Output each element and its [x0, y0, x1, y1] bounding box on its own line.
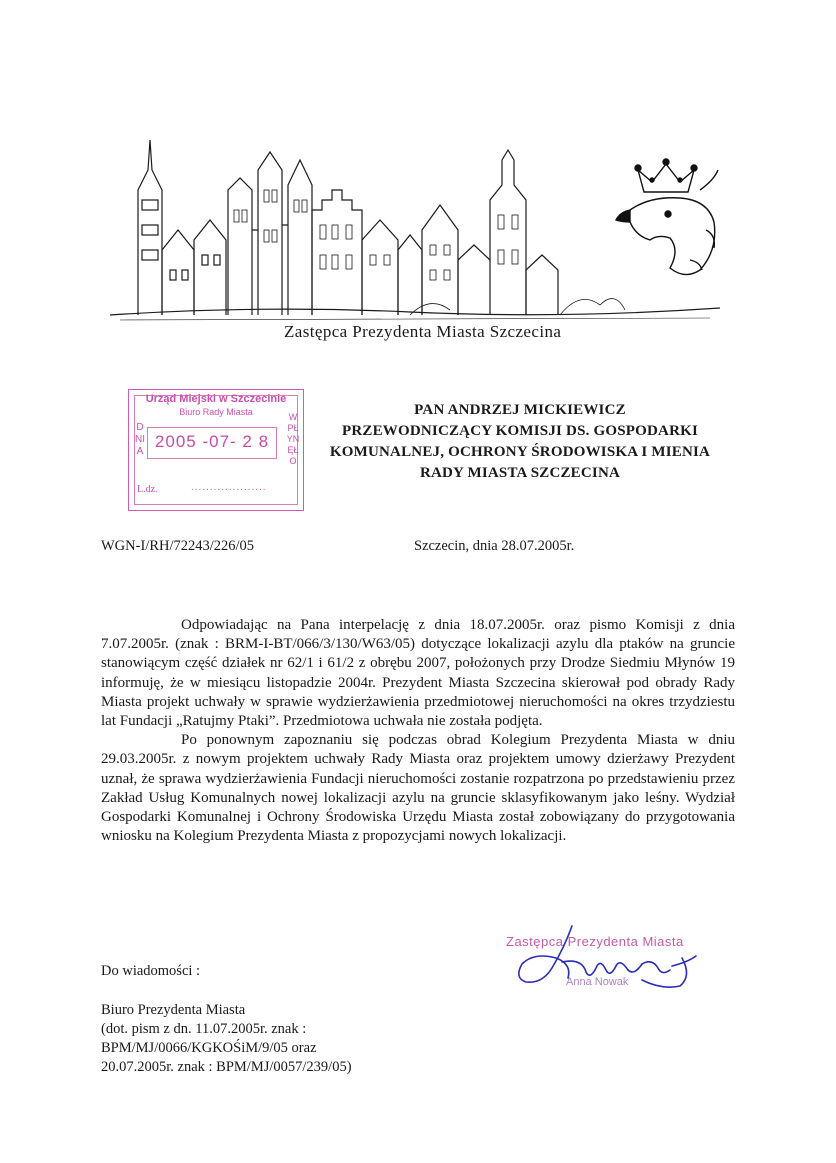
stamp-side-left: DNIA [135, 422, 145, 457]
addressee-block [310, 400, 730, 484]
stamp-side-right: WPŁYNĘŁO [286, 412, 300, 466]
distribution-label: Do wiadomości : [101, 963, 201, 979]
issuer-title: Zastępca Prezydenta Miasta Szczecina [284, 322, 562, 341]
stamp-ref-dots: .................... [191, 482, 267, 493]
stamp-department: Biuro Rady Miasta [179, 407, 253, 417]
recipient-line: 20.07.2005r. znak : BPM/MJ/0057/239/05) [101, 1059, 352, 1075]
distribution-recipients [101, 1001, 352, 1077]
letter-body [101, 616, 735, 846]
registry-stamp [128, 389, 304, 511]
stamp-office: Urząd Miejski w Szczecinie [145, 393, 287, 405]
addressee-line: RADY MIASTA SZCZECINA [419, 465, 621, 481]
stamp-ref-label: L.dz. [137, 484, 158, 495]
handwritten-signature [512, 918, 708, 996]
addressee-line: PAN ANDRZEJ MICKIEWICZ [414, 402, 626, 418]
stamp-received-date: 2005 -07- 2 8 [154, 432, 270, 451]
body-paragraph: Odpowiadając na Pana interpelację z dnia 18.07.2005r. oraz pismo Komisji z dnia 7.07.2005r. (znak : BRM-I-BT/066/3/130/W63/05) dotyczące lokalizacji azylu dla ptaków na gruncie stanowiącym część działek nr 62/1 i 61/2 z obrębu 2007, położonych przy Drodze Siedmiu Młynów 19 informuję, że w miesiącu listopadzie 2004r. Prezydent Miasta Szczecina skierował pod obrady Rady Miasta projekt uchwały w sprawie wydzierżawienia przedmiotowej nieruchomości na okres trzydziestu lat Fundacji „Ratujmy Ptaki”. Przedmiotowa uchwała nie została podjęta. [101, 617, 735, 730]
place-date: Szczecin, dnia 28.07.2005r. [414, 538, 575, 554]
city-skyline-illustration [110, 130, 720, 330]
recipient-line: (dot. pism z dn. 11.07.2005r. znak : [101, 1021, 307, 1037]
stamp-date-box [147, 427, 277, 459]
reference-number: WGN-I/RH/72243/226/05 [101, 538, 255, 554]
recipient-line: BPM/MJ/0066/KGKOŚiM/9/05 oraz [101, 1040, 317, 1056]
body-paragraph: Po ponownym zapoznaniu się podczas obrad Kolegium Prezydenta Miasta w dniu 29.03.2005r. z nowym projektem uchwały Rady Miasta oraz projektem umowy dzierżawy Prezydent uznał, że sprawa wydzierżawienia Fundacji nieruchomości zostanie rozpatrzona po przedstawieniu przez Zakład Usług Komunalnych nowej lokalizacji azylu na gruncie sklasyfikowanym jako leśny. Wydział Gospodarki Komunalnej i Ochrony Środowiska Urzędu Miasta został zobowiązany do przygotowania wniosku na Kolegium Prezydenta Miasta z propozycjami nowych lokalizacji. [101, 732, 735, 845]
signature-stamp-name: Anna Nowak [566, 976, 629, 988]
recipient-line: Biuro Prezydenta Miasta [101, 1002, 246, 1018]
distribution-block [101, 962, 200, 981]
addressee-line: PRZEWODNICZĄCY KOMISJI DS. GOSPODARKI [341, 423, 699, 439]
signature-stamp-title: Zastępca Prezydenta Miasta [506, 934, 684, 949]
addressee-line: KOMUNALNEJ, OCHRONY ŚRODOWISKA I MIENIA [329, 444, 711, 460]
